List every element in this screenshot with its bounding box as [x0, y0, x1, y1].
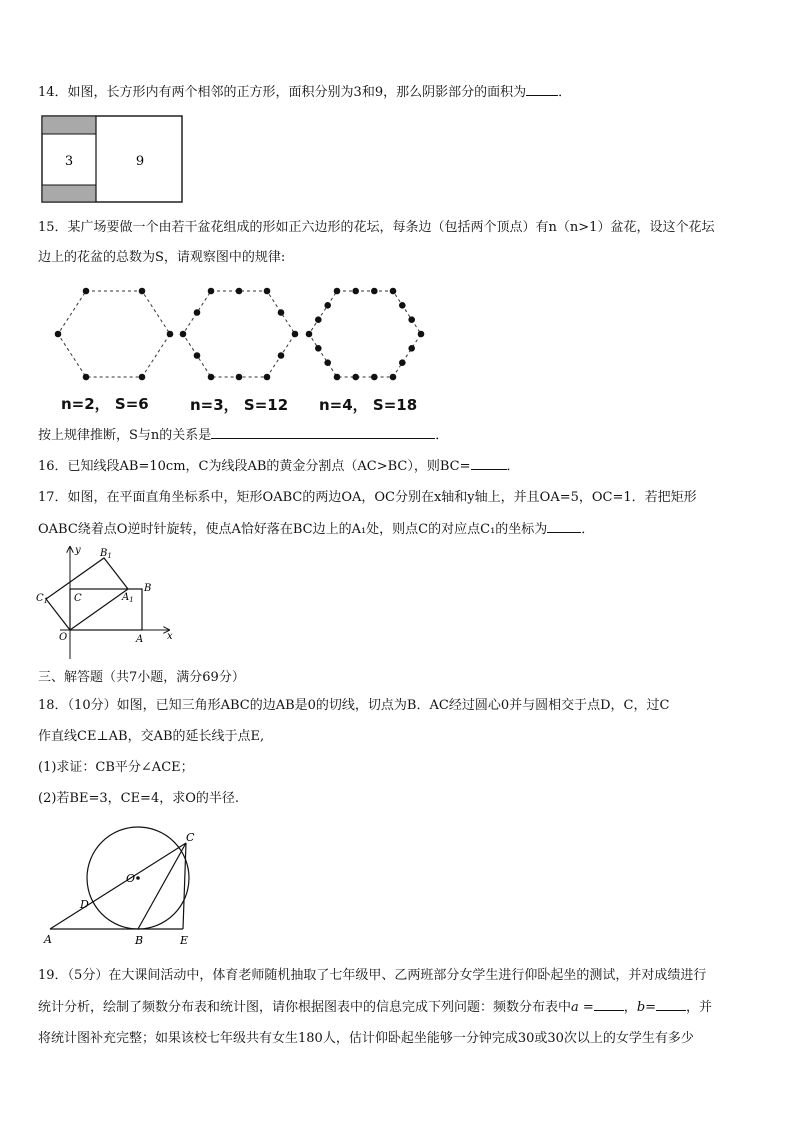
q17-line2	[38, 520, 594, 539]
q15-hexagon-figure	[40, 282, 440, 392]
q14-answer-blank	[526, 83, 558, 96]
q18-line1: 18．（10分）如图，已知三角形ABC的边AB是0的切线，切点为B．AC经过圆心0并与圆相交于点D，C，过C	[38, 698, 670, 713]
flower-pot-dot	[371, 374, 378, 381]
q16-text	[38, 457, 520, 476]
label-c: C	[186, 831, 195, 844]
q14-text-a: 14．如图，长方形内有两个相邻的正方形，面积分别为3和9，那么阴影部分的面积为	[38, 85, 527, 100]
flower-pot-dot	[55, 331, 62, 338]
q16-answer-blank	[471, 457, 507, 470]
flower-pot-dot	[408, 316, 415, 323]
rotated-rectangle	[46, 558, 128, 630]
q18-part1: (1)求证：CB平分∠ACE；	[38, 760, 194, 775]
q14-small-square-label: 3	[64, 154, 74, 169]
flower-pot-dot	[399, 302, 406, 309]
flower-pot-dot	[167, 331, 174, 338]
flower-pot-dot	[292, 331, 299, 338]
q15-line2: 边上的花盆的总数为S，请观察图中的规律:	[38, 250, 286, 265]
center-point-o	[136, 876, 140, 880]
q19-line2	[38, 998, 712, 1017]
flower-pot-dot	[352, 374, 359, 381]
label-o: O	[59, 632, 68, 643]
q15-prompt-a: 按上规律推断，S与n的关系是	[38, 428, 212, 443]
segment-ac	[50, 843, 186, 929]
hexagon-n2	[55, 288, 174, 381]
flower-pot-dot	[180, 331, 187, 338]
flower-pot-dot	[315, 316, 322, 323]
flower-pot-dot	[334, 288, 341, 295]
flower-pot-dot	[278, 309, 285, 316]
flower-pot-dot	[194, 309, 201, 316]
flower-pot-dot	[264, 288, 271, 295]
flower-pot-dot	[390, 288, 397, 295]
label-c: C	[74, 593, 82, 604]
label-a1: $A_1$	[122, 592, 134, 604]
q18-circle-figure	[38, 828, 208, 950]
label-d: D	[80, 898, 89, 911]
flower-pot-dot	[236, 288, 243, 295]
flower-pot-dot	[278, 352, 285, 359]
q18-part2: (2)若BE=3，CE=4，求O的半径.	[38, 791, 240, 806]
q19-line3: 将统计图补充完整；如果该校七年级共有女生180人，估计仰卧起坐能够一分钟完成30或30次以上的女学生有多少	[38, 1031, 694, 1046]
q14-text	[38, 83, 571, 102]
hexagon-outline	[183, 291, 295, 377]
q15-prompt	[38, 426, 448, 445]
flower-pot-dot	[306, 331, 313, 338]
label-b: B	[144, 583, 152, 594]
q14-figure	[40, 114, 185, 206]
q19-var-a: a =	[571, 1000, 594, 1015]
section3-title: 三、解答题（共7小题，满分69分）	[38, 670, 245, 685]
q15-line1: 15．某广场要做一个由若干盆花组成的形如正六边形的花坛，每条边（包括两个顶点）有n（n>1）盆花，设这个花坛	[38, 220, 715, 235]
q17-line1: 17．如图，在平面直角坐标系中，矩形OABC的两边OA，OC分别在x轴和y轴上，并且OA=5，OC=1．若把矩形	[38, 490, 697, 505]
flower-pot-dot	[352, 288, 359, 295]
label-o: O	[126, 872, 136, 885]
q19-sep: ，	[623, 1000, 637, 1015]
flower-pot-dot	[324, 359, 331, 366]
flower-pot-dot	[83, 288, 90, 295]
q15-prompt-b: ．	[435, 428, 449, 443]
flower-pot-dot	[194, 352, 201, 359]
q17-line2-b: ．	[581, 522, 595, 537]
hexagon-outline	[58, 291, 170, 377]
q15-answer-blank	[211, 426, 435, 439]
label-a: A	[44, 933, 52, 946]
hexagon-n3	[180, 288, 299, 381]
flower-pot-dot	[324, 302, 331, 309]
q15-caption-n4: n=4， S=18	[319, 396, 418, 414]
q14-top-shaded-region	[42, 116, 96, 134]
flower-pot-dot	[139, 288, 146, 295]
flower-pot-dot	[208, 288, 215, 295]
label-y: y	[75, 545, 81, 556]
flower-pot-dot	[264, 374, 271, 381]
q17-line2-a: OABC绕着点O逆时针旋转，使点A恰好落在BC边上的A₁处，则点C的对应点C₁的坐标为	[38, 522, 548, 537]
q19-line2-a: 统计分析，绘制了频数分布表和统计图，请你根据图表中的信息完成下列问题：频数分布表中	[38, 1000, 572, 1015]
label-e: E	[180, 934, 189, 947]
flower-pot-dot	[236, 374, 243, 381]
flower-pot-dot	[83, 374, 90, 381]
label-b: B	[135, 934, 144, 947]
q19-line2-e: ，并	[686, 1000, 713, 1015]
q17-answer-blank	[547, 520, 581, 533]
flower-pot-dot	[334, 374, 341, 381]
label-b1: $B_1$	[100, 548, 112, 560]
flower-pot-dot	[315, 345, 322, 352]
flower-pot-dot	[390, 374, 397, 381]
q19-blank-a	[594, 998, 624, 1011]
q19-var-b: b=	[636, 1000, 657, 1015]
segment-bc	[138, 843, 186, 929]
q15-caption-n3: n=3， S=12	[190, 396, 289, 414]
label-x: x	[167, 631, 173, 642]
flower-pot-dot	[139, 374, 146, 381]
q14-text-b: ．	[558, 85, 572, 100]
q16-text-a: 16．已知线段AB=10cm，C为线段AB的黄金分割点（AC>BC），则BC=	[38, 459, 471, 474]
flower-pot-dot	[408, 345, 415, 352]
label-c1: $C_1$	[36, 593, 49, 605]
flower-pot-dot	[418, 331, 425, 338]
flower-pot-dot	[399, 359, 406, 366]
q17-coordinate-figure	[34, 543, 179, 663]
q16-text-b: ．	[506, 459, 520, 474]
label-a: A	[136, 634, 144, 645]
q18-line2: 作直线CE⊥AB，交AB的延长线于点E,	[38, 729, 265, 744]
q19-line1: 19．（5分）在大课间活动中，体育老师随机抽取了七年级甲、乙两班部分女学生进行仰卧起坐的测试，并对成绩进行	[38, 968, 707, 983]
q19-blank-b	[656, 998, 686, 1011]
flower-pot-dot	[371, 288, 378, 295]
q15-caption-n2: n=2， S=6	[61, 395, 149, 413]
q14-bottom-shaded-region	[42, 185, 96, 202]
flower-pot-dot	[208, 374, 215, 381]
q14-big-square-label: 9	[135, 154, 145, 169]
hexagon-n4	[306, 288, 425, 381]
